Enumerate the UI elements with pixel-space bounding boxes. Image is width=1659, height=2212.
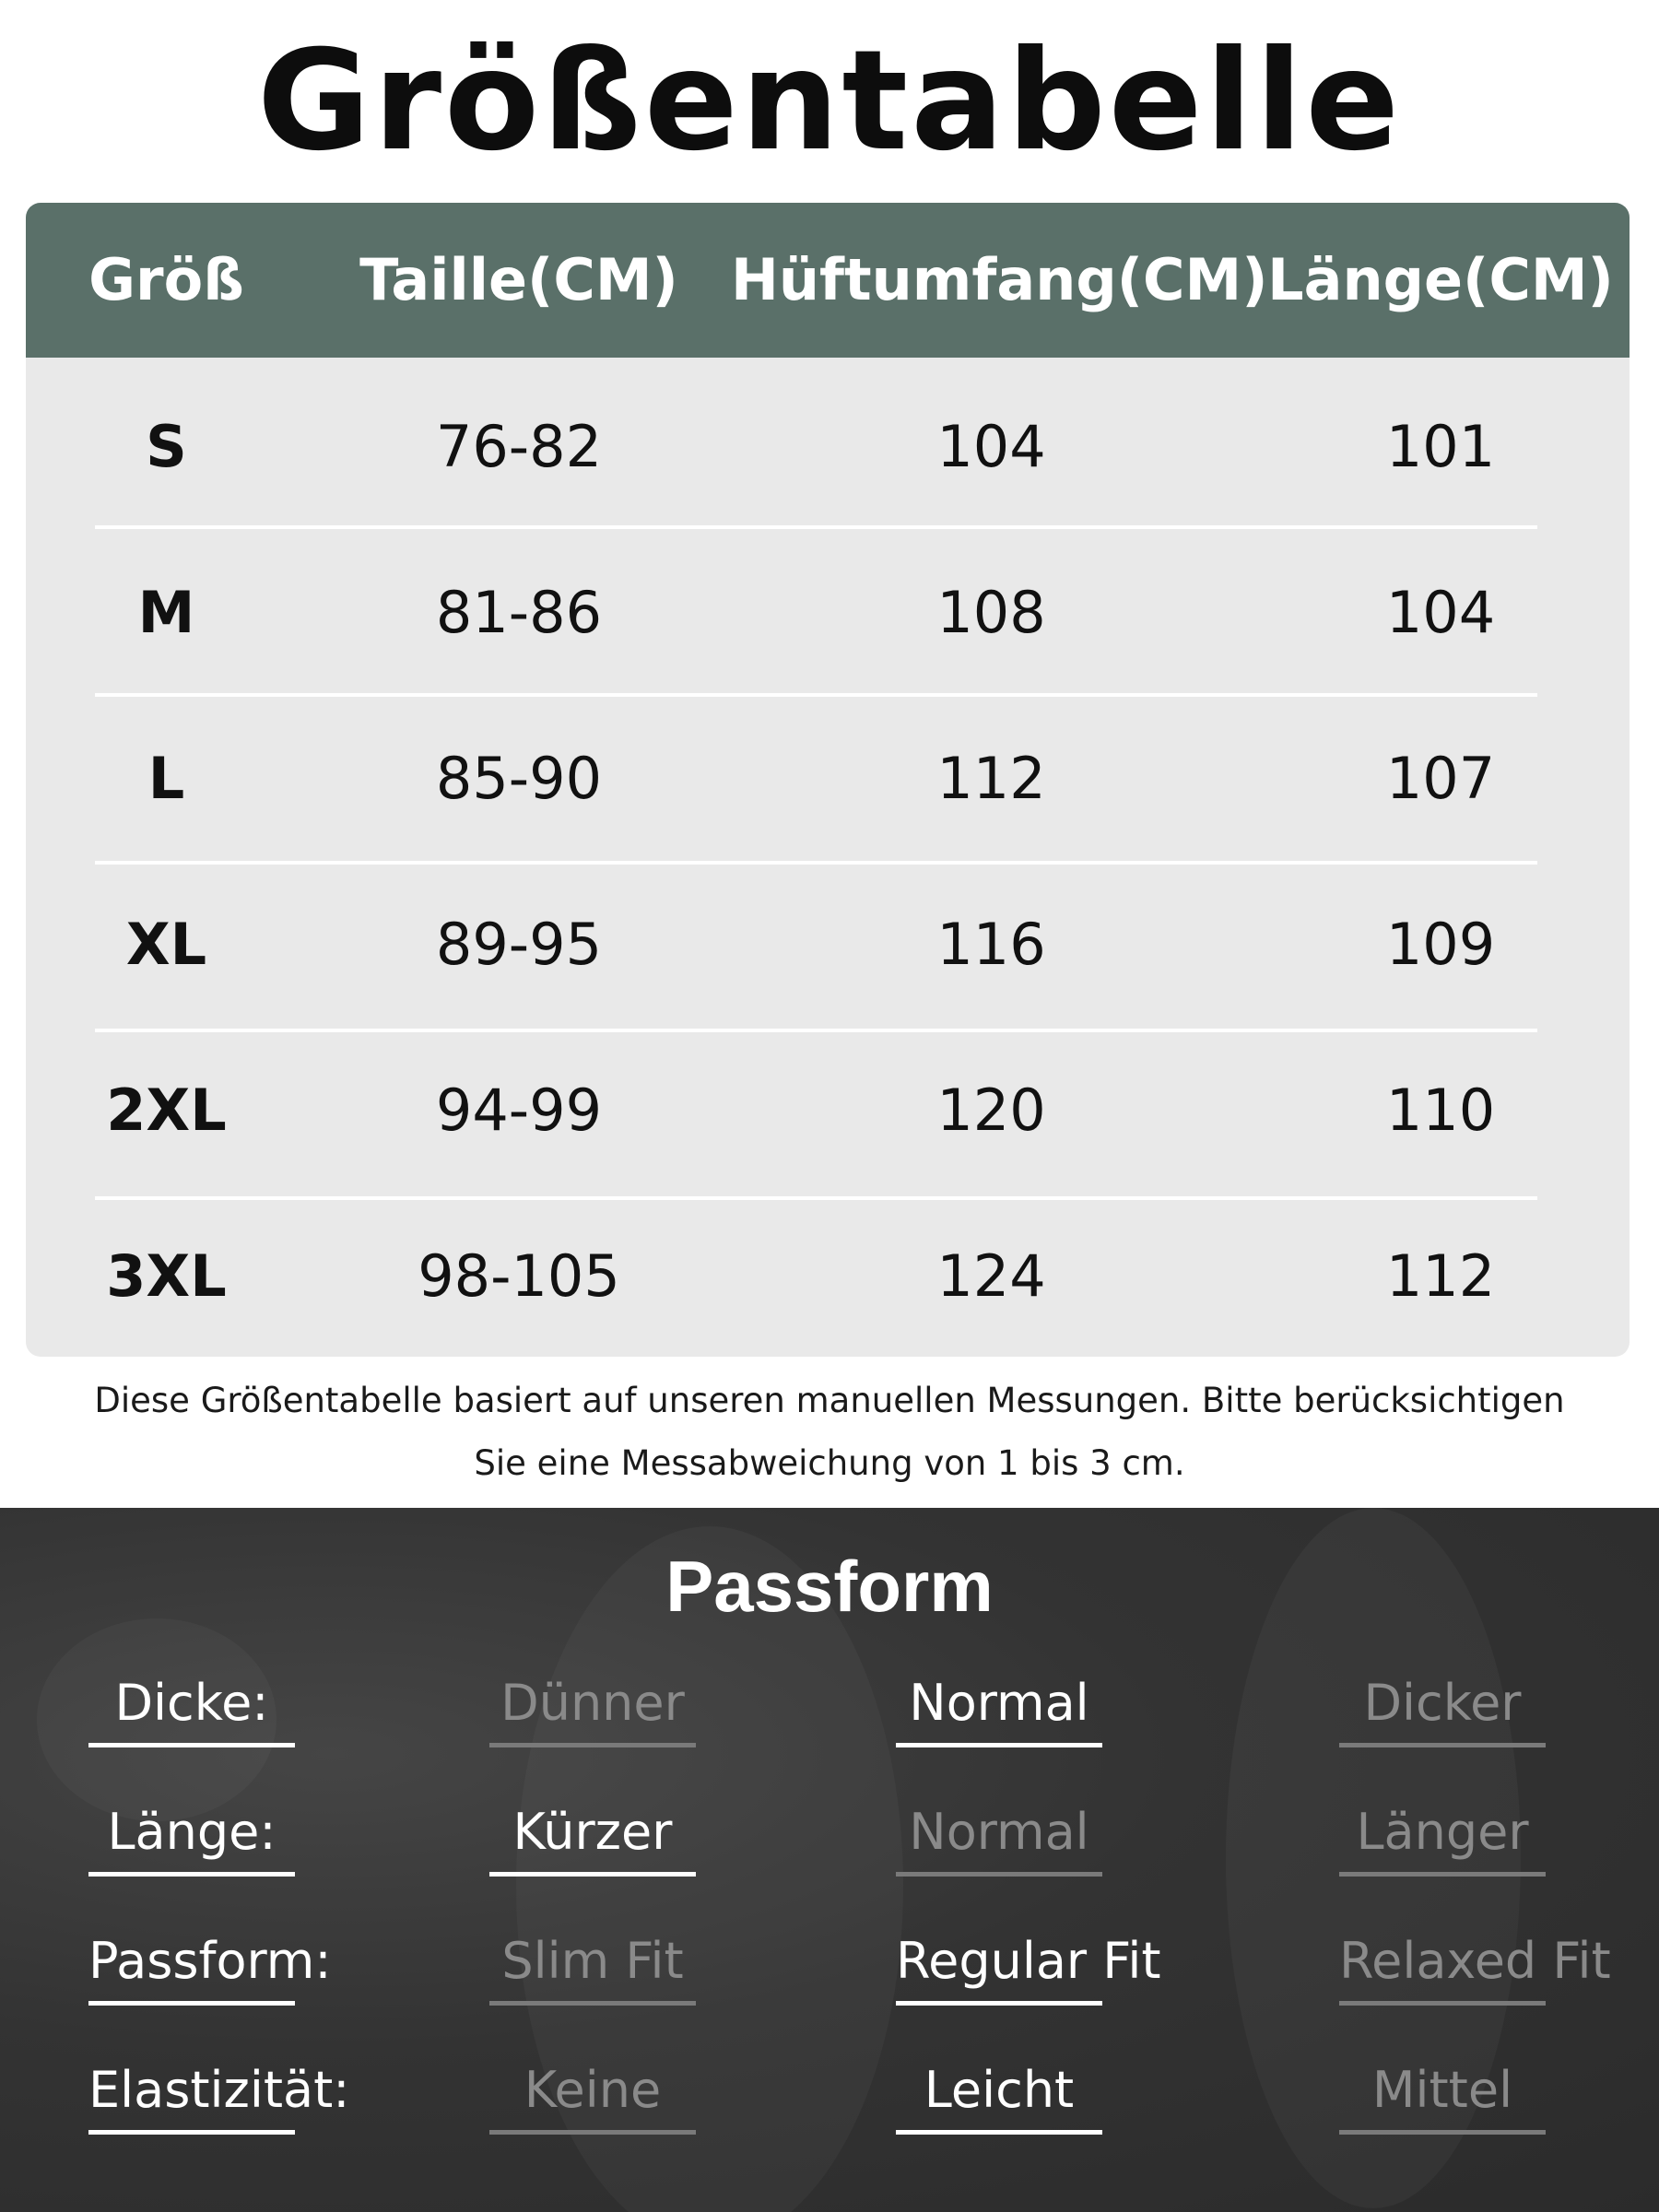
fit-option-longer <box>1339 1795 1546 1869</box>
fit-option-text: Dicker <box>1363 1674 1522 1732</box>
length-cell: 107 <box>1385 745 1496 812</box>
hip-cell: 112 <box>936 745 1046 812</box>
underline <box>1339 2001 1546 2006</box>
waist-cell: 98-105 <box>418 1242 620 1310</box>
table-row-xl <box>26 862 1630 1028</box>
header-size: Größ <box>88 246 244 313</box>
underline <box>88 2130 295 2135</box>
fit-option-text: Regular Fit <box>896 1932 1161 1990</box>
underline <box>489 1743 696 1747</box>
underline <box>88 2001 295 2006</box>
length-cell: 101 <box>1385 413 1496 480</box>
fit-option-text: Relaxed Fit <box>1339 1932 1611 1990</box>
table-row-m <box>26 530 1630 696</box>
header-hip: Hüftumfang(CM) <box>731 246 1268 313</box>
table-header <box>26 203 1630 358</box>
fit-label-text: Passform: <box>88 1932 332 1990</box>
length-cell: 112 <box>1385 1242 1496 1310</box>
hip-cell: 124 <box>936 1242 1046 1310</box>
fit-option-thinner <box>489 1666 696 1740</box>
fit-section <box>0 1508 1659 2212</box>
size-table <box>26 203 1630 1357</box>
underline <box>1339 1743 1546 1747</box>
underline <box>489 1872 696 1877</box>
table-row-3xl <box>26 1194 1630 1357</box>
underline <box>896 2001 1102 2006</box>
fit-option-text: Leicht <box>924 2061 1075 2119</box>
underline <box>88 1743 295 1747</box>
waist-cell: 76-82 <box>435 413 603 480</box>
fit-option-regular-selected <box>896 1924 1161 1998</box>
table-row-s <box>26 364 1630 530</box>
underline <box>1339 1872 1546 1877</box>
table-row-l <box>26 696 1630 862</box>
hip-cell: 104 <box>936 413 1046 480</box>
underline <box>489 2001 696 2006</box>
fit-option-text: Normal <box>909 1674 1089 1732</box>
size-cell: M <box>137 579 195 646</box>
hip-cell: 108 <box>936 579 1046 646</box>
waist-cell: 94-99 <box>435 1077 603 1144</box>
fit-label-text: Dicke: <box>114 1674 269 1732</box>
waist-cell: 85-90 <box>435 745 603 812</box>
header-waist: Taille(CM) <box>359 246 678 313</box>
fit-option-text: Slim Fit <box>501 1932 684 1990</box>
fit-option-medium <box>1339 2053 1546 2127</box>
fit-option-relaxed <box>1339 1924 1611 1998</box>
underline <box>896 1872 1102 1877</box>
fit-label-text: Länge: <box>107 1803 276 1861</box>
fit-label-thickness <box>88 1666 295 1740</box>
fit-option-normal <box>896 1795 1102 1869</box>
fit-option-normal-selected <box>896 1666 1102 1740</box>
underline <box>896 2130 1102 2135</box>
fit-label-length <box>88 1795 295 1869</box>
fit-label-text: Elastizität: <box>88 2061 350 2119</box>
hip-cell: 120 <box>936 1077 1046 1144</box>
underline <box>896 1743 1102 1747</box>
length-cell: 109 <box>1385 911 1496 978</box>
waist-cell: 81-86 <box>435 579 603 646</box>
table-row-2xl <box>26 1028 1630 1194</box>
fit-title: Passform <box>665 1546 994 1627</box>
fit-option-light-selected <box>896 2053 1102 2127</box>
size-cell: 3XL <box>106 1242 227 1310</box>
underline <box>88 1872 295 1877</box>
fit-option-shorter-selected <box>489 1795 696 1869</box>
fit-option-text: Normal <box>909 1803 1089 1861</box>
length-cell: 104 <box>1385 579 1496 646</box>
fit-option-slim <box>489 1924 696 1998</box>
size-cell: XL <box>125 911 207 978</box>
underline <box>1339 2130 1546 2135</box>
underline <box>489 2130 696 2135</box>
measurement-note-line2: Sie eine Messabweichung von 1 bis 3 cm. <box>474 1443 1185 1483</box>
fit-option-thicker <box>1339 1666 1546 1740</box>
waist-cell: 89-95 <box>435 911 603 978</box>
size-cell: L <box>147 745 185 812</box>
header-length: Länge(CM) <box>1267 246 1614 313</box>
fit-option-text: Länger <box>1356 1803 1529 1861</box>
hip-cell: 116 <box>936 911 1046 978</box>
fit-option-text: Mittel <box>1371 2061 1513 2119</box>
fit-option-text: Kürzer <box>512 1803 673 1861</box>
size-cell: 2XL <box>106 1077 227 1144</box>
measurement-note-line1: Diese Größentabelle basiert auf unseren manuellen Messungen. Bitte berücksichtigen <box>94 1381 1565 1420</box>
fit-option-text: Keine <box>524 2061 662 2119</box>
fit-option-none <box>489 2053 696 2127</box>
fit-label-elasticity <box>88 2053 350 2127</box>
page-title: Größentabelle <box>256 21 1403 182</box>
length-cell: 110 <box>1385 1077 1496 1144</box>
fit-option-text: Dünner <box>500 1674 685 1732</box>
row-divider <box>95 525 1537 529</box>
fit-label-fit <box>88 1924 332 1998</box>
size-cell: S <box>146 413 187 480</box>
